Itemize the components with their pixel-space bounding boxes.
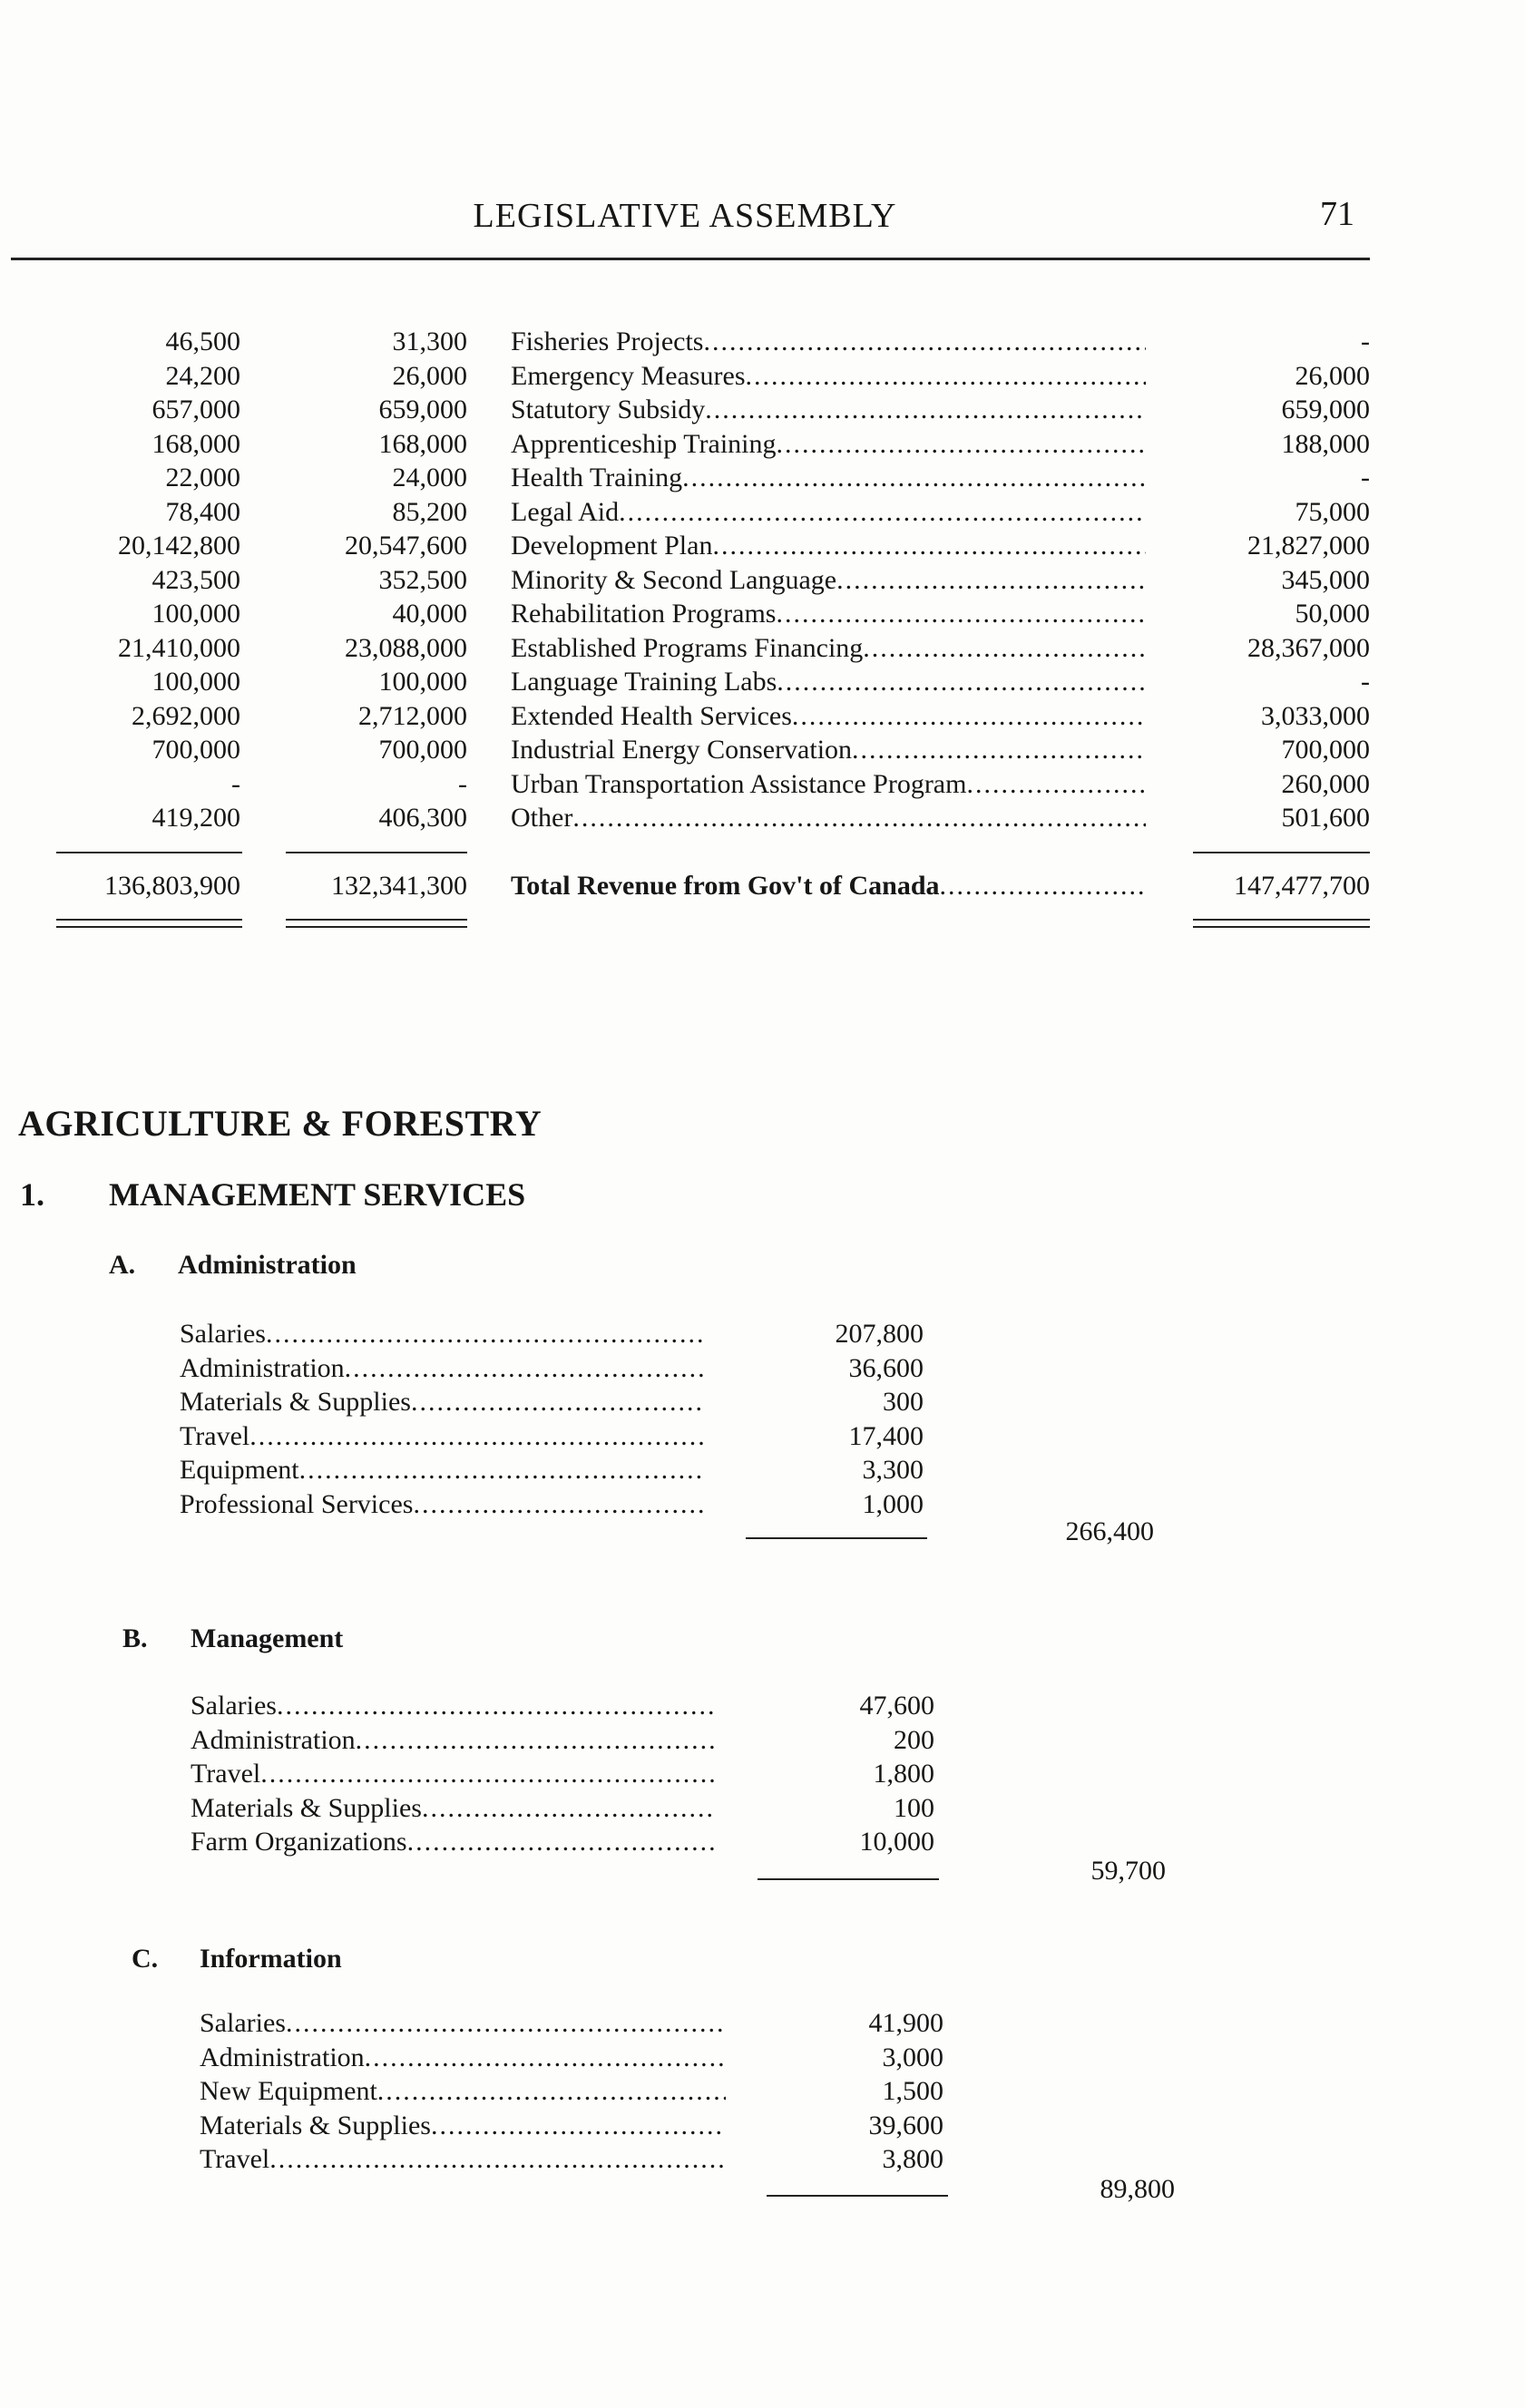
group-subtotal-rule [746, 1537, 927, 1539]
revenue-label: Development Plan [511, 531, 713, 561]
leader-dots [260, 1757, 717, 1790]
revenue-col1-value: - [231, 768, 240, 799]
leader-dots [377, 2074, 726, 2108]
leader-dots [411, 1385, 706, 1418]
line-item-label: Materials & Supplies [191, 1792, 422, 1823]
revenue-col4-value: 188,000 [1281, 428, 1370, 459]
revenue-col1-value: 100,000 [152, 599, 240, 629]
revenue-col1-value: 78,400 [165, 496, 240, 527]
col1-total-double-rule-top [56, 919, 242, 921]
header-rule [11, 258, 1370, 260]
revenue-col2-value: 40,000 [392, 599, 467, 629]
subsection-title: MANAGEMENT SERVICES [109, 1176, 526, 1213]
line-item [180, 1385, 933, 1418]
line-item-label: Administration [191, 1724, 356, 1755]
revenue-label: Established Programs Financing [511, 632, 864, 663]
revenue-col4-value: 501,600 [1281, 803, 1370, 833]
revenue-col1-value: 22,000 [165, 463, 240, 492]
revenue-col1-value: 423,500 [152, 564, 240, 595]
revenue-col1-value: 21,410,000 [118, 632, 240, 663]
leader-dots [746, 359, 1146, 393]
revenue-row [0, 767, 1525, 801]
line-item [180, 1419, 933, 1453]
line-item [180, 1453, 933, 1487]
revenue-label: Language Training Labs [511, 667, 777, 697]
line-item-amount: 300 [883, 1387, 924, 1417]
col4-total-double-rule-top [1193, 919, 1370, 921]
revenue-row [0, 495, 1525, 529]
revenue-col4-value: 345,000 [1281, 564, 1370, 595]
line-item [200, 2041, 953, 2074]
revenue-col2-value: - [458, 768, 467, 799]
revenue-row [0, 801, 1525, 834]
revenue-col1-value: 657,000 [152, 395, 240, 424]
line-item-label: Salaries [200, 2008, 286, 2038]
revenue-col2-value: 2,712,000 [358, 700, 467, 731]
line-item-amount: 100 [894, 1792, 934, 1823]
col2-subtotal-rule [286, 852, 467, 853]
revenue-label: Emergency Measures [511, 360, 746, 391]
line-item-amount: 1,000 [862, 1488, 924, 1519]
line-item [191, 1791, 943, 1825]
leader-dots [777, 427, 1147, 461]
leader-dots [682, 461, 1146, 494]
group-title: Management [191, 1623, 344, 1653]
revenue-label: Statutory Subsidy [511, 395, 706, 424]
line-item-label: Professional Services [180, 1488, 414, 1519]
group-total: 89,800 [1100, 2174, 1175, 2204]
line-item-amount: 41,900 [868, 2008, 943, 2038]
revenue-col4-value: 28,367,000 [1247, 632, 1370, 663]
revenue-label: Urban Transportation Assistance Program [511, 768, 967, 799]
revenue-row [0, 427, 1525, 461]
revenue-col2-value: 352,500 [378, 564, 467, 595]
col1-total-double-rule-bottom [56, 926, 242, 928]
revenue-row [0, 733, 1525, 766]
revenue-col2-value: 700,000 [378, 735, 467, 765]
total-col1: 136,803,900 [104, 871, 240, 901]
line-item-label: Salaries [191, 1691, 277, 1721]
revenue-col4-value: 260,000 [1281, 768, 1370, 799]
line-item-label: Administration [200, 2042, 365, 2072]
line-item [180, 1317, 933, 1350]
line-item-amount: 17,400 [848, 1420, 924, 1451]
group-subtotal-rule [758, 1878, 939, 1880]
line-item-label: New Equipment [200, 2076, 377, 2106]
revenue-col4-value: 21,827,000 [1247, 531, 1370, 561]
line-item-amount: 1,500 [882, 2076, 943, 2106]
revenue-col4-value: 3,033,000 [1261, 700, 1370, 731]
revenue-col1-value: 46,500 [165, 327, 240, 356]
total-label: Total Revenue from Gov't of Canada [511, 871, 940, 901]
revenue-col2-value: 20,547,600 [345, 531, 467, 561]
line-item-label: Equipment [180, 1455, 299, 1485]
leader-dots [712, 529, 1146, 562]
section-title: AGRICULTURE & FORESTRY [18, 1103, 543, 1144]
revenue-col4-value: - [1361, 667, 1370, 697]
revenue-col1-value: 20,142,800 [118, 531, 240, 561]
leader-dots [356, 1723, 717, 1757]
revenue-col1-value: 24,200 [165, 360, 240, 391]
group-letter: A. [109, 1250, 136, 1280]
revenue-col2-value: 406,300 [378, 803, 467, 833]
col2-total-double-rule-bottom [286, 926, 467, 928]
leader-dots [705, 393, 1146, 426]
group-title: Information [200, 1944, 342, 1974]
revenue-col2-value: 31,300 [392, 327, 467, 356]
leader-dots [572, 801, 1146, 834]
line-item [191, 1723, 943, 1757]
line-item-label: Travel [191, 1759, 261, 1789]
revenue-row [0, 325, 1525, 358]
leader-dots [777, 665, 1146, 698]
leader-dots [249, 1419, 706, 1453]
revenue-row [0, 631, 1525, 665]
leader-dots [365, 2041, 726, 2074]
line-item-label: Salaries [180, 1319, 266, 1349]
line-item-label: Travel [180, 1420, 250, 1451]
subsection-number: 1. [20, 1176, 44, 1213]
leader-dots [863, 631, 1146, 665]
line-item [200, 2109, 953, 2142]
line-item-label: Administration [180, 1352, 345, 1383]
revenue-col1-value: 168,000 [152, 428, 240, 459]
page-title: LEGISLATIVE ASSEMBLY [473, 197, 897, 235]
col4-total-double-rule-bottom [1193, 926, 1370, 928]
revenue-col2-value: 85,200 [392, 496, 467, 527]
revenue-row [0, 699, 1525, 733]
leader-dots [940, 869, 1147, 902]
revenue-col4-value: 75,000 [1295, 496, 1370, 527]
leader-dots [792, 699, 1146, 733]
group-total: 59,700 [1090, 1856, 1166, 1886]
line-item [191, 1757, 943, 1790]
group-letter: B. [122, 1623, 148, 1653]
leader-dots [703, 325, 1146, 358]
revenue-label: Other [511, 803, 573, 833]
line-item-amount: 10,000 [859, 1827, 934, 1857]
revenue-col1-value: 419,200 [152, 803, 240, 833]
revenue-label: Health Training [511, 463, 683, 492]
line-item-amount: 39,600 [868, 2110, 943, 2140]
group-letter: C. [132, 1944, 159, 1974]
revenue-col4-value: - [1361, 327, 1370, 356]
line-item-amount: 207,800 [835, 1319, 924, 1349]
line-item [200, 2074, 953, 2108]
revenue-row [0, 597, 1525, 630]
group-total: 266,400 [1065, 1516, 1154, 1546]
revenue-col4-value: 659,000 [1281, 395, 1370, 424]
line-item-amount: 3,300 [862, 1455, 924, 1485]
line-item [180, 1351, 933, 1385]
revenue-label: Minority & Second Language [511, 564, 837, 595]
revenue-col1-value: 100,000 [152, 667, 240, 697]
line-item-label: Materials & Supplies [200, 2110, 431, 2140]
revenue-col2-value: 23,088,000 [345, 632, 467, 663]
revenue-label: Extended Health Services [511, 700, 792, 731]
total-col2: 132,341,300 [331, 871, 467, 901]
revenue-col2-value: 100,000 [378, 667, 467, 697]
leader-dots [269, 2142, 726, 2176]
revenue-col2-value: 24,000 [392, 463, 467, 492]
leader-dots [413, 1487, 706, 1521]
leader-dots [836, 563, 1146, 597]
revenue-row [0, 563, 1525, 597]
col2-total-double-rule-top [286, 919, 467, 921]
total-col4: 147,477,700 [1234, 871, 1370, 901]
col4-subtotal-rule [1193, 852, 1370, 853]
leader-dots [299, 1453, 706, 1487]
line-item-amount: 200 [894, 1724, 934, 1755]
group-title: Administration [178, 1250, 357, 1280]
revenue-col2-value: 659,000 [378, 395, 467, 424]
revenue-col4-value: 700,000 [1281, 735, 1370, 765]
revenue-col4-value: 26,000 [1295, 360, 1370, 391]
revenue-label: Industrial Energy Conservation [511, 735, 853, 765]
leader-dots [852, 733, 1146, 766]
page-number: 71 [1320, 195, 1354, 233]
leader-dots [266, 1317, 706, 1350]
line-item [180, 1487, 933, 1521]
revenue-row [0, 461, 1525, 494]
revenue-col1-value: 700,000 [152, 735, 240, 765]
line-item [200, 2006, 953, 2040]
line-item [200, 2142, 953, 2176]
line-item-amount: 3,800 [882, 2144, 943, 2174]
leader-dots [407, 1825, 717, 1858]
revenue-col4-value: - [1361, 463, 1370, 492]
revenue-row [0, 665, 1525, 698]
group-subtotal-rule [767, 2195, 948, 2197]
leader-dots [286, 2006, 726, 2040]
line-item-amount: 47,600 [859, 1691, 934, 1721]
revenue-label: Apprenticeship Training [511, 428, 777, 459]
revenue-col1-value: 2,692,000 [132, 700, 240, 731]
line-item-label: Materials & Supplies [180, 1387, 411, 1417]
line-item-label: Farm Organizations [191, 1827, 407, 1857]
revenue-label: Fisheries Projects [511, 327, 704, 356]
leader-dots [345, 1351, 706, 1385]
revenue-row [0, 529, 1525, 562]
leader-dots [966, 767, 1146, 801]
leader-dots [776, 597, 1146, 630]
leader-dots [619, 495, 1146, 529]
line-item-label: Travel [200, 2144, 270, 2174]
revenue-row [0, 359, 1525, 393]
leader-dots [422, 1791, 717, 1825]
revenue-col2-value: 26,000 [392, 360, 467, 391]
line-item-amount: 36,600 [848, 1352, 924, 1383]
revenue-label: Legal Aid [511, 496, 620, 527]
revenue-col2-value: 168,000 [378, 428, 467, 459]
line-item [191, 1825, 943, 1858]
revenue-total-row [0, 869, 1525, 902]
col1-subtotal-rule [56, 852, 242, 853]
line-item-amount: 3,000 [882, 2042, 943, 2072]
revenue-col4-value: 50,000 [1295, 599, 1370, 629]
line-item-amount: 1,800 [873, 1759, 934, 1789]
leader-dots [277, 1689, 717, 1722]
revenue-row [0, 393, 1525, 426]
leader-dots [431, 2109, 726, 2142]
revenue-label: Rehabilitation Programs [511, 599, 777, 629]
line-item [191, 1689, 943, 1722]
